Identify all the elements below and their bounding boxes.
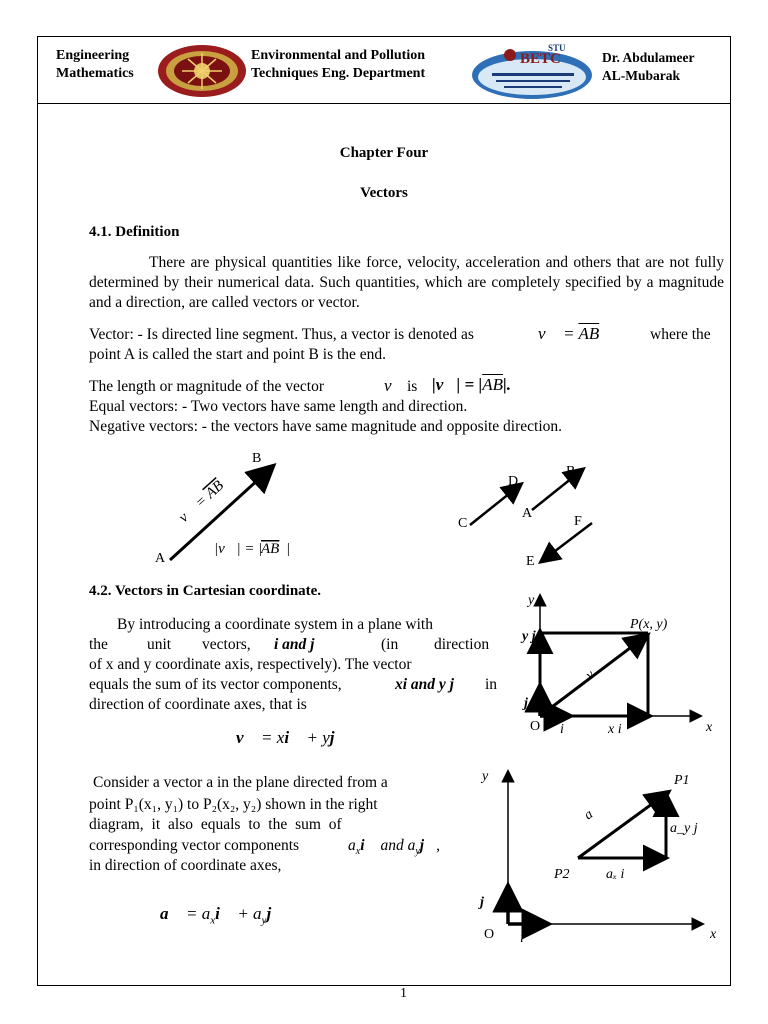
vector-definition-text: Vector: - Is directed line segment. Thus, a vector is denoted as — [89, 326, 474, 343]
magnitude-text: The length or magnitude of the vector — [89, 378, 325, 395]
svg-text:AB: AB — [202, 477, 228, 502]
section2-line4-in: in — [485, 676, 498, 693]
section2-p2-line1: Consider a vector a in the plane directed from a — [93, 774, 388, 791]
equal-negative-vectors-diagram — [450, 455, 610, 570]
fig2-yj-label: y j⃗ — [522, 629, 547, 644]
fig2-i-label: i⃗ — [560, 722, 575, 737]
header-author-line2: AL-Mubarak — [602, 68, 681, 83]
fig3-axi-label: aₓ i⃗ — [606, 867, 636, 882]
section2-p2-line3: diagram, it also equals to the sum of — [89, 816, 342, 833]
section2-line2-unit: unit — [147, 636, 172, 653]
header-course-line2: Mathematics — [56, 66, 134, 81]
section2-line3: of x and y coordinate axis, respectively). The vector — [89, 656, 412, 673]
vector-cd-arrow — [470, 485, 520, 525]
svg-text:v⃗ =: v⃗ = — [175, 492, 211, 526]
page-header — [38, 37, 730, 104]
fig2-j-label: j⃗ — [524, 696, 539, 711]
svg-text:|v⃗| = |: |v⃗| = | — [214, 541, 263, 557]
section2-p2-line2: point P₁(x₁, y₁) to P₂(x₂, y₂) shown in the right — [89, 796, 378, 813]
header-department-line2: Techniques Eng. Department — [251, 66, 426, 81]
fig3-p1-label: P1 — [674, 773, 690, 788]
header-author-line1: Dr. Abdulameer — [602, 50, 695, 65]
header-course-line1: Engineering — [56, 48, 130, 63]
point-a-label: A — [155, 551, 166, 566]
svg-text:|: | — [286, 541, 291, 557]
magnitude-vector-symbol: v⃗ — [384, 376, 405, 395]
betc-logo — [470, 41, 594, 101]
equation-a-components: a⃗ = $a_xi⃗$ + $a_yj⃗$ — [160, 904, 285, 927]
section2-line2-ij: i and j — [274, 636, 315, 653]
section2-line2-the: the — [89, 636, 108, 653]
page-number: 1 — [400, 986, 407, 1001]
vector-ab-magnitude — [214, 541, 290, 557]
header-author — [602, 49, 695, 85]
chapter-title: Chapter Four — [339, 145, 429, 161]
equation-v-components: v⃗ = xi⃗ + yj⃗ — [236, 728, 348, 747]
magnitude-equation: |v⃗| = $|\overline{AB}|$. — [432, 375, 511, 394]
negative-vectors-text: Negative vectors: - the vectors have same magnitude and opposite direction. — [89, 418, 563, 435]
fig2-xi-label: x i⃗ — [608, 722, 633, 737]
vector-ab-diagram — [140, 445, 340, 570]
fig3-j-label: j⃗ — [480, 895, 495, 910]
point-c-label: C — [458, 516, 468, 531]
section2-line2-vectors: vectors, — [202, 636, 251, 653]
betc-name-label: BETC — [520, 51, 561, 67]
fig3-a-label: a⃗ — [581, 800, 605, 824]
vector-a-arrow — [578, 793, 667, 858]
fig2-x-label: x — [706, 720, 713, 735]
p1-p2-vector-diagram — [470, 762, 730, 947]
section2-line2-in: (in — [381, 636, 399, 653]
cartesian-vector-diagram — [500, 588, 730, 738]
fig3-y-label: y — [482, 769, 489, 784]
fig2-v-label: v⃗ — [583, 660, 606, 684]
fig3-ayj-label: a_y j⃗ — [670, 821, 709, 836]
fig3-p2-label: P2 — [554, 867, 570, 882]
fig2-y-label: y — [528, 593, 535, 608]
section2-line5: direction of coordinate axes, that is — [89, 696, 307, 713]
section1-paragraph: There are physical quantities like force, velocity, acceleration and others that are not fully determined by their numerical data. Such quantities, which are completely specified by a magnitude and a direction, are called vectors or vector. — [89, 254, 724, 311]
point-f-label: F — [574, 514, 582, 529]
point-b-label: B — [252, 451, 262, 466]
svg-text:AB: AB — [261, 541, 280, 557]
header-department-line1: Environmental and Pollution — [251, 48, 426, 63]
header-department — [251, 47, 425, 83]
vector-definition-equation: v⃗ = $\overline{AB}$ — [538, 324, 600, 343]
section2-line1: By introducing a coordinate system in a plane with — [117, 616, 433, 633]
section1-heading: 4.1. Definition — [89, 224, 180, 240]
university-logo — [152, 43, 252, 99]
equal-vectors-text: Equal vectors: - Two vectors have same length and direction. — [89, 398, 468, 415]
fig2-origin-label: O — [530, 719, 541, 734]
point-a2-label: A — [522, 506, 533, 521]
vector-definition-where: where the — [650, 326, 711, 343]
chapter-subtitle: Vectors — [360, 185, 408, 201]
vector-ab-symbol — [176, 478, 227, 526]
header-course — [56, 47, 134, 83]
section2-heading: 4.2. Vectors in Cartesian coordinate. — [89, 583, 322, 599]
section2-p2-line5: in direction of coordinate axes, — [89, 857, 282, 874]
point-d-label: D — [508, 474, 519, 489]
fig2-pxy-label: P(x, y) — [630, 617, 668, 632]
fig3-origin-label: O — [484, 927, 495, 942]
vector-definition-points: point A is called the start and point B is the end. — [89, 346, 387, 363]
section2-line4-components: xi and y j — [395, 676, 454, 693]
betc-top-label: STU — [548, 43, 566, 53]
section2-p2-line4-components: $a_xi⃗$ and $a_yj⃗$, — [348, 837, 441, 858]
vector-fe-arrow — [542, 523, 592, 561]
section2-p2-line4: corresponding vector components — [89, 837, 300, 854]
magnitude-is: is — [407, 378, 418, 395]
section2-line2-direction: direction — [434, 636, 490, 653]
fig3-x-label: x — [710, 927, 717, 942]
fig3-i-label: i⃗ — [520, 931, 535, 946]
point-e-label: E — [526, 554, 535, 569]
point-b2-label: B — [566, 464, 576, 479]
section2-line4: equals the sum of its vector components, — [89, 676, 342, 693]
